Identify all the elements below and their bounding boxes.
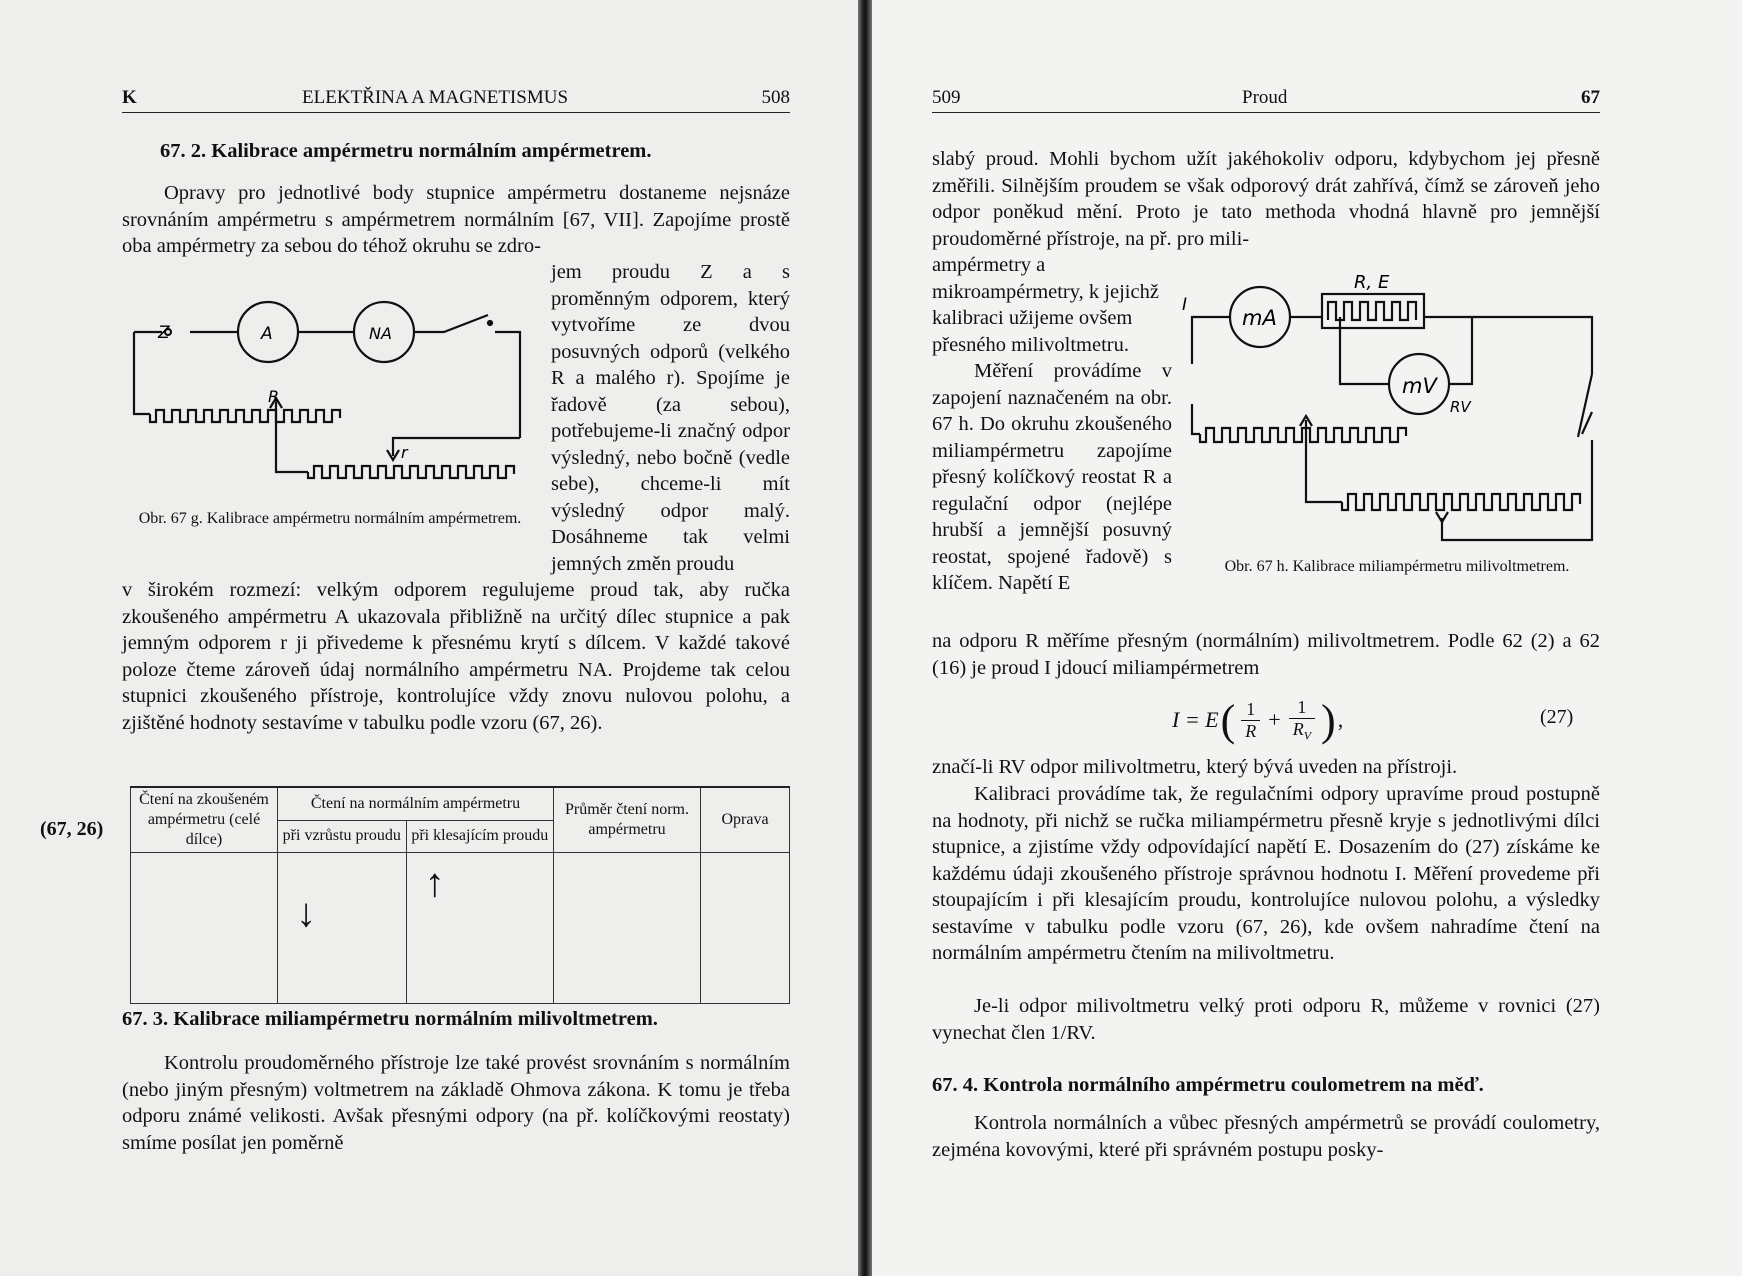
table-label: (67, 26) (40, 818, 104, 840)
table-header-normal-reading: Čtení na normálním ampérmetru (278, 787, 554, 820)
label-rv: RV (1450, 398, 1471, 416)
table-cell-empty (131, 853, 278, 1004)
circuit-diagram-67g (128, 290, 533, 500)
paragraph-top: slabý proud. Mohli bychom užít jakéhokoliv odporu, kdybychom jej přesně změřili. Silnějším proudem se však odporový drát zahřívá, čímž se zároveň jeho odpor poněkud mění. Proto je tato methoda vhodná hlavně pro jemnější proudoměrné přístroje, na př. pro mili- (932, 148, 1600, 250)
paragraph-67-3: Kontrolu proudoměrného přístroje lze také provést srovnáním s normálním (nebo jiným přesným) voltmetrem na základě Ohmova zákona. K tomu je třeba odporu známé velikosti. Avšak přesnými odpory (na př. kolíčkovými reostaty) smíme posílat jen poměrně (122, 1052, 790, 1154)
table-header-falling: při klesajícím proudu (406, 820, 553, 852)
running-header-left (122, 86, 790, 113)
paragraph-procedure: v širokém rozmezí: velkým odporem regulujeme proud tak, aby ručka zkoušeného ampérmetru A ukazovala přibližně na určitý dílec stupnice a pak jemným odporem r ji přivedeme k přesnému krytí s dílcem. V každé takové poloze čteme zároveň údaj normálního ampérmetru NA. Projdeme tak celou stupnici zkoušeného přístroje, kontrolujíce vždy znovu nulovou polohu, a zjištěné hodnoty sestavíme v tabulku podle vzoru (67, 26). (122, 579, 790, 734)
fraction-1-denominator: R (1241, 720, 1260, 742)
section-heading-67-4: 67. 4. Kontrola normálního ampérmetru coulometrem na měď. (932, 1074, 1484, 1096)
paragraph-after-figure: na odporu R měříme přesným (normálním) milivoltmetrem. Podle 62 (2) a 62 (16) je proud I jdoucí miliampérmetrem (932, 630, 1600, 679)
arrow-up-icon: ↑ (406, 853, 553, 1004)
header-title: ELEKTŘINA A MAGNETISMUS (302, 87, 569, 108)
paragraph-eq-follow: značí-li RV odpor milivoltmetru, který bývá uveden na přístroji. (932, 756, 1458, 778)
table-cell-empty (701, 853, 790, 1004)
paren-close: ) (1321, 695, 1336, 745)
fraction-1-numerator: 1 (1246, 698, 1256, 719)
label-resistor-big: R (268, 387, 280, 406)
fraction-2-numerator: 1 (1297, 696, 1307, 717)
page-number: 509 (932, 87, 961, 108)
fraction-2-denominator (1289, 718, 1315, 744)
paragraph-side-text: jem proudu Z a s proměnným odporem, který vytvoříme ze dvou posuvných odporů (velkého R a malého r). Spojíme je řadově (za sebou), potřebujeme-li značný odpor výsledný, nebo bočně (vedle sebe), chceme-li mít výsledný odpor malý. Dosáhneme tak velmi jemných změn proudu (551, 261, 790, 575)
right-page (872, 0, 1742, 1276)
equation-lhs: I = E (1172, 707, 1219, 732)
paragraph-calibration: Kalibraci provádíme tak, že regulačními odpory upravíme proud postupně na hodnoty, při nichž se ručka miliampérmetru přesně kryje s jednotlivými dílci stupnice, a zjistíme vždy odpovídající napětí E. Dosazením do (27) získáme ke každému údaji zkoušeného přístroje správnou hodnotu I. Měření provedeme při stoupajícím i při klesajícím proudu, kontrolujíce nulovou polohu, a výsledky sestavíme v tabulku podle vzoru (67, 26), kde ovšem nahradíme čtení na normálním ampérmetru čtením na milivoltmetru. (932, 783, 1600, 964)
paragraph-side-2: Měření provádíme v zapojení naznačeném na obr. 67 h. Do okruhu zkoušeného miliampérmetru zapojíme přesný kolíčkový reostat R a regulační odpor (nejlépe hrubší a jemnější posuvný reostat, spojené řadově) s klíčem. Napětí E (932, 360, 1172, 594)
table-header-rising: při vzrůstu proudu (278, 820, 407, 852)
circuit-diagram-67h (1182, 272, 1602, 552)
fraction-2 (1289, 697, 1315, 744)
figure-caption-67h: Obr. 67 h. Kalibrace miliampérmetru milivoltmetrem. (1224, 558, 1570, 575)
equation-comma: , (1337, 707, 1344, 732)
left-page (0, 0, 860, 1276)
table-header-tested-reading: Čtení na zkoušeném ampérmetru (celé dílce) (131, 787, 278, 853)
section-heading-67-3: 67. 3. Kalibrace miliampérmetru normálním milivoltmetrem. (122, 1008, 658, 1030)
equation-number: (27) (1540, 706, 1574, 728)
paragraph-intro: Opravy pro jednotlivé body stupnice ampérmetru dostaneme nejsnáze srovnáním ampérmetru s ampérmetrem normálním [67, VII]. Zapojíme prostě oba ampérmetry za sebou do téhož okruhu se zdro- (122, 182, 790, 257)
label-milliammeter: mA (1242, 306, 1277, 330)
paren-open: ( (1220, 695, 1236, 745)
paragraph-rv: Je-li odpor milivoltmetru velký proti odporu R, můžeme v rovnici (27) vynechat člen 1/RV. (932, 995, 1600, 1044)
book-gutter (858, 0, 872, 1276)
table-header-correction: Oprava (701, 787, 790, 853)
label-current: I (1182, 295, 1188, 315)
plus-sign: + (1268, 707, 1281, 732)
label-resistor-small: r (401, 443, 408, 462)
fraction-1 (1241, 699, 1260, 742)
header-letter: K (122, 87, 137, 108)
chapter-number: 67 (1581, 87, 1600, 108)
label-normal-ammeter: NA (369, 324, 392, 343)
equation-27 (1172, 690, 1343, 750)
table-header-average: Průměr čtení norm. ampérmetru (554, 787, 701, 853)
section-heading-67-2: 67. 2. Kalibrace ampérmetru normálním ampérmetrem. (160, 140, 652, 162)
fraction-2-den-sub: V (1303, 728, 1312, 743)
page-number: 508 (761, 87, 790, 108)
fraction-2-den-r: R (1292, 718, 1304, 739)
table-cell-empty (554, 853, 701, 1004)
label-millivoltmeter: mV (1402, 374, 1437, 398)
label-source-z: Z (158, 323, 170, 343)
figure-caption-67g: Obr. 67 g. Kalibrace ampérmetru normálním ampérmetrem. (138, 510, 522, 527)
label-resistor-re: R, E (1354, 272, 1390, 293)
arrow-down-icon: ↓ (278, 853, 407, 1004)
running-header-right (932, 86, 1600, 113)
header-title: Proud (1242, 87, 1288, 108)
paragraph-67-4: Kontrola normálních a vůbec přesných ampérmetrů se provádí coulometry, zejména kovovými, které při správném postupu posky- (932, 1112, 1600, 1161)
paragraph-side-1: ampérmetry a mikroampérmetry, k jejichž kalibraci užijeme ovšem přesného milivoltmetru. (932, 254, 1159, 356)
calibration-table (130, 786, 790, 1004)
label-ammeter-a: A (261, 324, 273, 344)
